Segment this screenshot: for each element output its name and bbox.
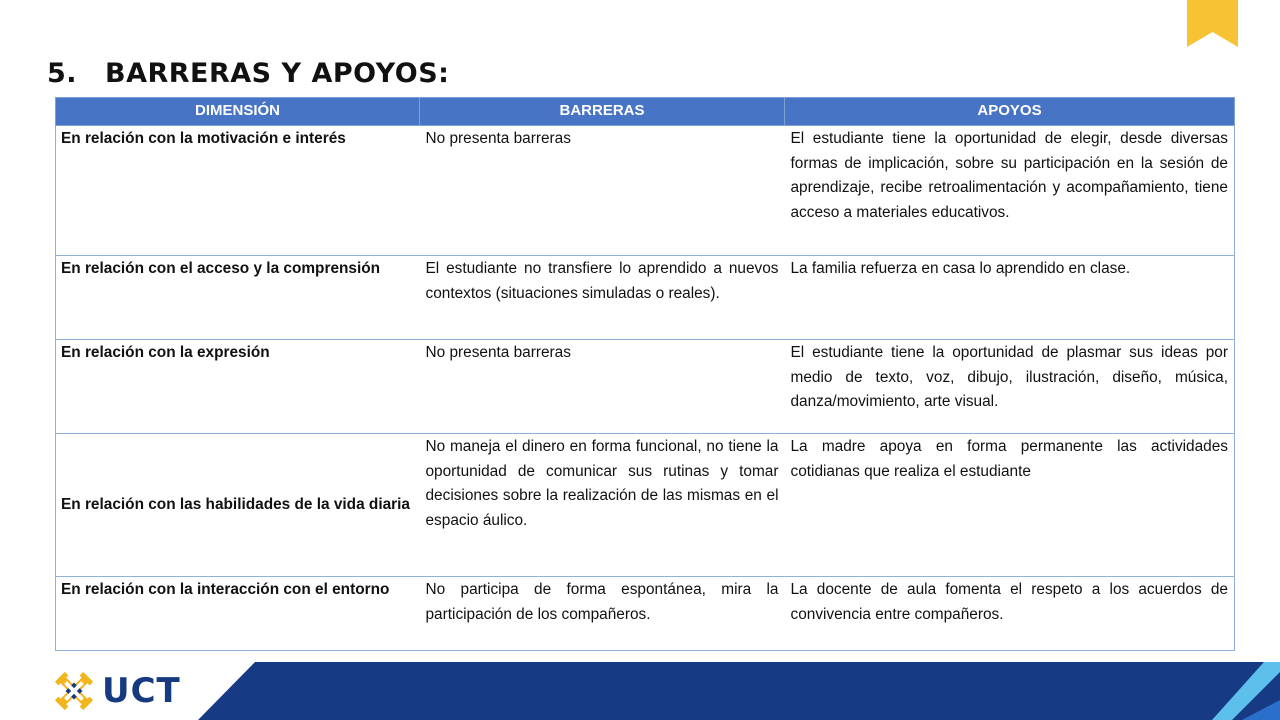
bookmark-ribbon-icon: [1187, 0, 1238, 47]
slide-title: [47, 58, 449, 89]
column-header-apoyos: APOYOS: [785, 98, 1235, 126]
table-row: [56, 434, 1235, 577]
slide-title-text: BARRERAS Y APOYOS: [105, 58, 439, 89]
slide-title-colon: :: [438, 58, 450, 89]
column-header-barreras: BARRERAS: [420, 98, 785, 126]
dimension-cell: En relación con el acceso y la comprensión: [56, 256, 420, 340]
dimension-cell: En relación con la expresión: [56, 340, 420, 434]
column-header-dimension: DIMENSIÓN: [56, 98, 420, 126]
cross-emblem-icon: [52, 669, 96, 713]
barreras-cell: No participa de forma espontánea, mira la participación de los compañeros.: [420, 577, 785, 651]
logo-text: UCT: [102, 671, 181, 711]
barreras-cell: No presenta barreras: [420, 126, 785, 256]
uct-logo: [52, 665, 181, 717]
table-row: [56, 256, 1235, 340]
table-header-row: [56, 98, 1235, 126]
apoyos-cell: La madre apoya en forma permanente las actividades cotidianas que realiza el estudiante: [785, 434, 1235, 577]
dimension-cell: En relación con las habilidades de la vida diaria: [56, 434, 420, 577]
apoyos-cell: El estudiante tiene la oportunidad de plasmar sus ideas por medio de texto, voz, dibujo, ilustración, diseño, música, danza/movimiento, arte visual.: [785, 340, 1235, 434]
barreras-cell: El estudiante no transfiere lo aprendido a nuevos contextos (situaciones simuladas o reales).: [420, 256, 785, 340]
table-row: [56, 126, 1235, 256]
footer-band: [0, 662, 1280, 720]
dimension-cell: En relación con la motivación e interés: [56, 126, 420, 256]
footer-white-wedge: [0, 662, 1280, 720]
apoyos-cell: La docente de aula fomenta el respeto a los acuerdos de convivencia entre compañeros.: [785, 577, 1235, 651]
barreras-cell: No maneja el dinero en forma funcional, no tiene la oportunidad de comunicar sus rutinas y tomar decisiones sobre la realización de las mismas en el espacio áulico.: [420, 434, 785, 577]
apoyos-cell: El estudiante tiene la oportunidad de elegir, desde diversas formas de implicación, sobre su participación en la sesión de aprendizaje, recibe retroalimentación y acompañamiento, tiene acceso a materiales educativos.: [785, 126, 1235, 256]
table-row: [56, 577, 1235, 651]
table-row: [56, 340, 1235, 434]
barreras-cell: No presenta barreras: [420, 340, 785, 434]
slide-number: 5.: [47, 58, 78, 89]
apoyos-cell: La familia refuerza en casa lo aprendido en clase.: [785, 256, 1235, 340]
dimension-cell: En relación con la interacción con el entorno: [56, 577, 420, 651]
barriers-supports-table: [55, 97, 1235, 651]
